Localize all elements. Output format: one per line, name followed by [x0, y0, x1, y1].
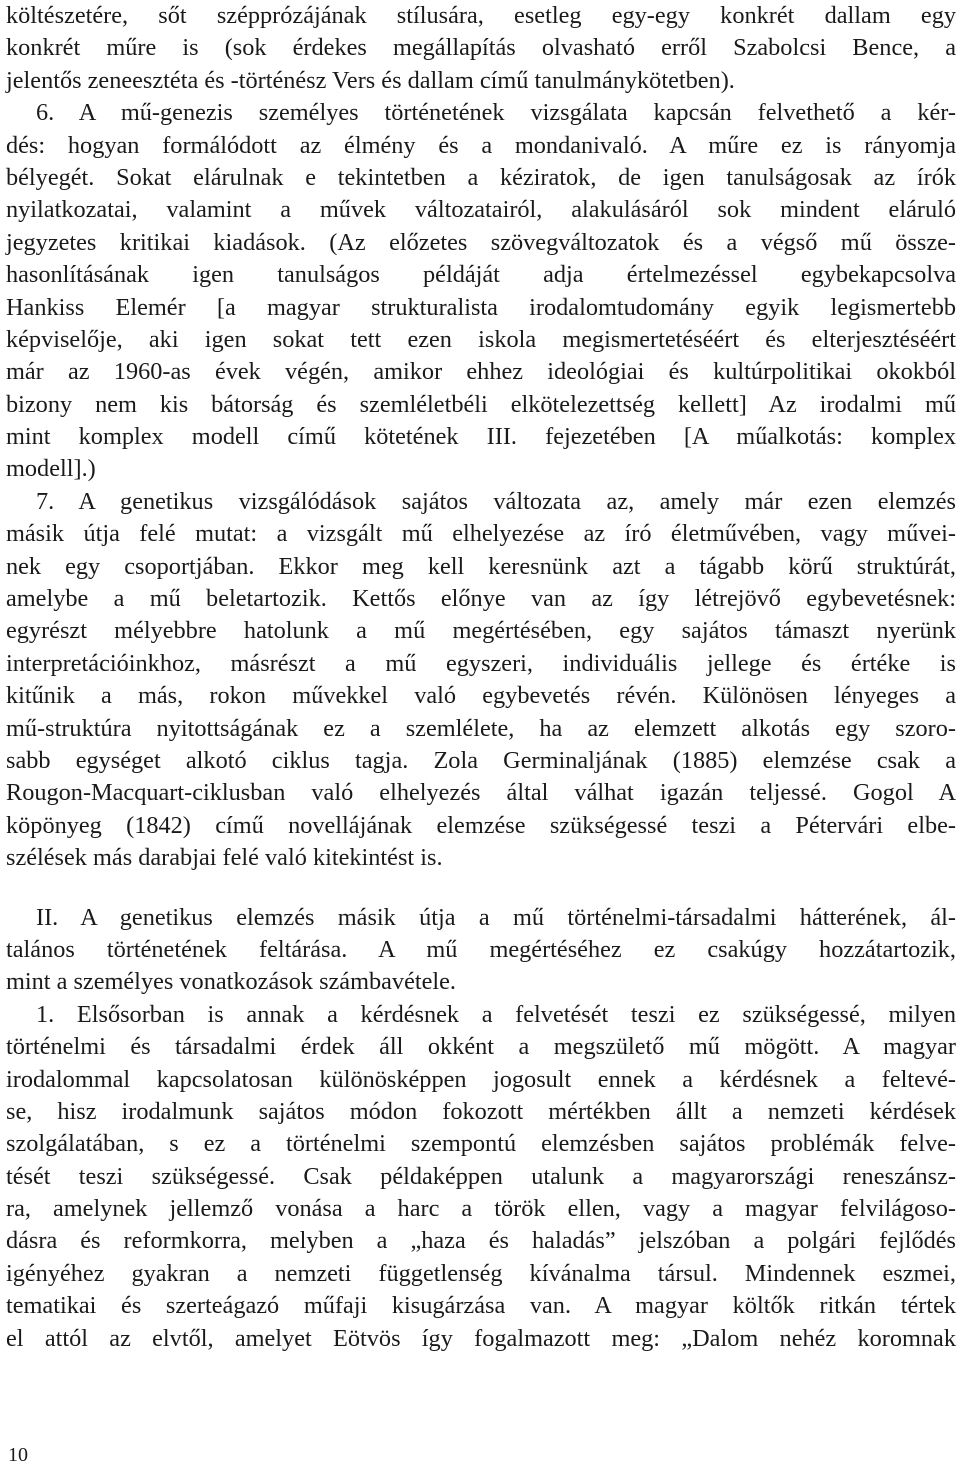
text-line: talános történetének feltárása. A mű megértéséhez ez csakúgy hozzátartozik,	[6, 935, 956, 963]
text-line: történelmi és társadalmi érdek áll okként a megszülető mű mögött. A magyar	[6, 1033, 956, 1061]
text-line: másik útja felé mutat: a vizsgált mű elhelyezése az író életművében, vagy művei-	[6, 520, 956, 548]
text-line: költészetére, sőt szépprózájának stílusára, esetleg egy-egy konkrét dallam egy	[6, 2, 956, 29]
document-page	[6, 0, 956, 1355]
paragraph-gap	[6, 875, 956, 902]
text-line: modell].)	[6, 455, 96, 483]
text-line: irodalommal kapcsolatosan különösképpen jogosult ennek a kérdésnek a feltevé-	[6, 1065, 956, 1093]
text-line: szolgálatában, s ez a történelmi szempontú elemzésben sajátos problémák felve-	[6, 1130, 956, 1158]
text-line: már az 1960-as évek végén, amikor ehhez ideológiai és kultúrpolitikai okokból	[6, 358, 956, 386]
text-line: amelybe a mű beletartozik. Kettős előnye van az így létrejövő egybevetésnek:	[6, 585, 956, 613]
text-line: mint a személyes vonatkozások számbavétele.	[6, 968, 457, 996]
text-line: se, hisz irodalmunk sajátos módon fokozott mértékben állt a nemzeti kérdések	[6, 1097, 956, 1125]
text-line: egyrészt mélyebbre hatolunk a mű megértésében, egy sajátos támaszt nyerünk	[6, 617, 956, 645]
text-line: interpretációinkhoz, másrészt a mű egyszeri, individuális jellege és értéke is	[6, 649, 956, 677]
page-number: 10	[8, 1444, 28, 1466]
text-line: igényéhez gyakran a nemzeti függetlenség kívánalma társul. Mindennek eszmei,	[6, 1259, 956, 1287]
text-line: II. A genetikus elemzés másik útja a mű történelmi-társadalmi hátterének, ál-	[36, 903, 956, 931]
text-line: köpönyeg (1842) című novellájának elemzése szükségessé teszi a Pétervári elbe-	[6, 811, 956, 839]
text-line: 6. A mű-genezis személyes történetének vizsgálata kapcsán felvethető a kér-	[36, 99, 956, 127]
text-line: dés: hogyan formálódott az élmény és a mondanivaló. A műre ez is rányomja	[6, 131, 956, 159]
text-line: Hankiss Elemér [a magyar strukturalista irodalomtudomány egyik legismertebb	[6, 293, 956, 321]
text-line: el attól az elvtől, amelyet Eötvös így fogalmazott meg: „Dalom nehéz koromnak	[6, 1324, 956, 1352]
text-line: tematikai és szerteágazó műfaji kisugárzása van. A magyar költők ritkán tértek	[6, 1292, 956, 1320]
text-line: szélések más darabjai felé való kitekintést is.	[6, 844, 443, 872]
text-line: mű-struktúra nyitottságának ez a szemlélete, ha az elemzett alkotás egy szoro-	[6, 714, 956, 742]
text-line: bélyegét. Sokat elárulnak e tekintetben a kéziratok, de igen tanulságosak az írók	[6, 163, 956, 191]
text-line: dásra és reformkorra, melyben a „haza és haladás” jelszóban a polgári fejlődés	[6, 1227, 956, 1255]
text-line: kitűnik a más, rokon művekkel való egybevetés révén. Különösen lényeges a	[6, 682, 956, 710]
text-line: képviselője, aki igen sokat tett ezen iskola megismertetéséért és elterjesztéséért	[6, 325, 956, 353]
text-line: Rougon-Macquart-ciklusban való elhelyezés által válhat igazán teljessé. Gogol A	[6, 779, 956, 807]
text-line: ra, amelynek jellemző vonása a harc a török ellen, vagy a magyar felvilágoso-	[6, 1195, 956, 1223]
text-line: sabb egységet alkotó ciklus tagja. Zola Germinaljának (1885) elemzése csak a	[6, 746, 956, 774]
text-line: mint komplex modell című kötetének III. fejezetében [A műalkotás: komplex	[6, 423, 956, 451]
text-line: konkrét műre is (sok érdekes megállapítás olvasható erről Szabolcsi Bence, a	[6, 34, 956, 62]
text-line: hasonlításának igen tanulságos példáját adja értelmezéssel egybekapcsolva	[6, 261, 956, 289]
text-line: nek egy csoportjában. Ekkor meg kell keresnünk azt a tágabb körű struktúrát,	[6, 552, 956, 580]
text-line: 7. A genetikus vizsgálódások sajátos változata az, amely már ezen elemzés	[36, 487, 956, 515]
text-line: 1. Elsősorban is annak a kérdésnek a felvetését teszi ez szükségessé, milyen	[36, 1000, 956, 1028]
text-line: jegyzetes kritikai kiadások. (Az előzetes szövegváltozatok és a végső mű össze-	[6, 228, 956, 256]
text-line: jelentős zeneesztéta és -történész Vers és dallam című tanulmánykötetben).	[6, 66, 735, 94]
text-line: nyilatkozatai, valamint a művek változatairól, alakulásáról sok mindent eláruló	[6, 196, 956, 224]
text-line: bizony nem kis bátorság és szemléletbéli elkötelezettség kellett] Az irodalmi mű	[6, 390, 956, 418]
text-line: tését teszi szükségessé. Csak példaképpen utalunk a magyarországi reneszánsz-	[6, 1162, 956, 1190]
